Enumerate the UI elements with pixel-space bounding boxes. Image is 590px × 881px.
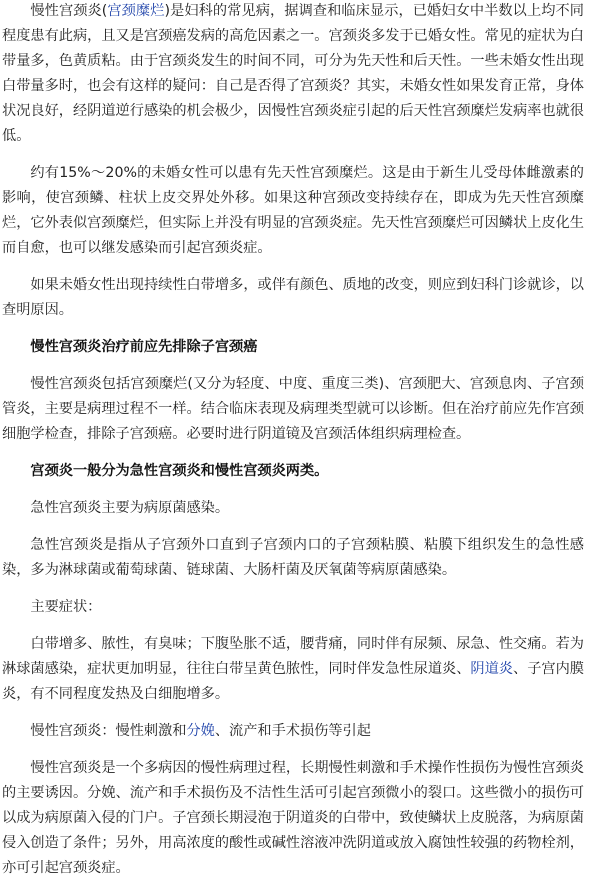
paragraph-symptoms-label: 主要症状： xyxy=(30,599,102,615)
paragraph-chronic-pathology: 慢性宫颈炎是一个多病因的慢性病理过程，长期慢性刺激和手术操作性损伤为慢性宫颈炎的主要诱因。分娩、流产和手术损伤及不洁性生活可引起宫颈微小的裂口。这些微小的损伤可以成为病原菌入侵的门户。子宫颈长期浸泡于阴道炎的白带中，致使鳞状上皮脱落，为病原菌侵入创造了条件；另外，用高浓度的酸性或碱性溶液冲洗阴道或放入腐蚀性较强的药物栓剂，亦可引起宫颈炎症。 xyxy=(2,760,584,876)
chronic-causes-text-a: 慢性宫颈炎：慢性刺激和 xyxy=(30,723,187,739)
paragraph-chronic-causes xyxy=(2,719,584,744)
link-childbirth[interactable]: 分娩 xyxy=(186,723,215,739)
paragraph-acute-cause: 急性宫颈炎主要为病原菌感染。 xyxy=(30,500,230,516)
paragraph-congenital-erosion: 约有15%～20%的未婚女性可以患有先天性宫颈糜烂。这是由于新生儿受母体雌激素的影响，使宫颈鳞、柱状上皮交界处外移。如果这种宫颈改变持续存在，即成为先天性宫颈糜烂，它外表似宫颈糜烂，但实际上并没有明显的宫颈炎症。先天性宫颈糜烂可因鳞状上皮化生而自愈，也可以继发感染而引起宫颈炎症。 xyxy=(2,165,584,256)
paragraph-unmarried-advice: 如果未婚女性出现持续性白带增多，或伴有颜色、质地的改变，则应到妇科门诊就诊，以查明原因。 xyxy=(2,277,584,318)
heading-cervicitis-classes: 宫颈炎一般分为急性宫颈炎和慢性宫颈炎两类。 xyxy=(30,463,329,479)
paragraph-acute-definition: 急性宫颈炎是指从子宫颈外口直到子宫颈内口的子宫颈粘膜、粘膜下组织发生的急性感染，多为淋球菌或葡萄球菌、链球菌、大肠杆菌及厌氧菌等病原菌感染。 xyxy=(2,537,584,578)
paragraph-symptoms xyxy=(2,632,584,707)
paragraph-intro xyxy=(2,0,584,149)
heading-exclude-cancer: 慢性宫颈炎治疗前应先排除子宫颈癌 xyxy=(30,339,258,355)
intro-text-a: 慢性宫颈炎( xyxy=(30,3,108,19)
chronic-causes-text-b: 、流产和手术损伤等引起 xyxy=(214,723,371,739)
link-vaginitis[interactable]: 阴道炎 xyxy=(470,661,514,677)
intro-text-b: )是妇科的常见病，据调查和临床显示，已婚妇女中半数以上均不同程度患有此病，且又是宫颈癌发病的高危因素之一。宫颈炎多发于已婚女性。常见的症状为白带量多，色黄质粘。由于宫颈炎发生的时间不同，可分为先天性和后天性。一些未婚女性出现白带量多时，也会有这样的疑问：自己是否得了宫颈炎？其实，未婚女性如果发育正常，身体状况良好，经阴道逆行感染的机会极少，因慢性宫颈炎症引起的后天性宫颈糜烂发病率也就很低。 xyxy=(2,3,584,144)
paragraph-chronic-types: 慢性宫颈炎包括宫颈糜烂(又分为轻度、中度、重度三类)、宫颈肥大、宫颈息肉、子宫颈管炎，主要是病理过程不一样。结合临床表现及病理类型就可以诊断。但在治疗前应先作宫颈细胞学检查，排除子宫颈癌。必要时进行阴道镜及宫颈活体组织病理检查。 xyxy=(2,376,584,442)
link-cervical-erosion[interactable]: 宫颈糜烂 xyxy=(107,3,165,19)
symptoms-text-b: 、子宫内膜炎，有不同程度发热及白细胞增多。 xyxy=(2,661,584,702)
symptoms-text-a: 白带增多、脓性，有臭味；下腹坠胀不适，腰背痛，同时伴有尿频、尿急、性交痛。若为淋球菌感染，症状更加明显，往往白带呈黄色脓性，同时伴发急性尿道炎、 xyxy=(2,636,584,677)
